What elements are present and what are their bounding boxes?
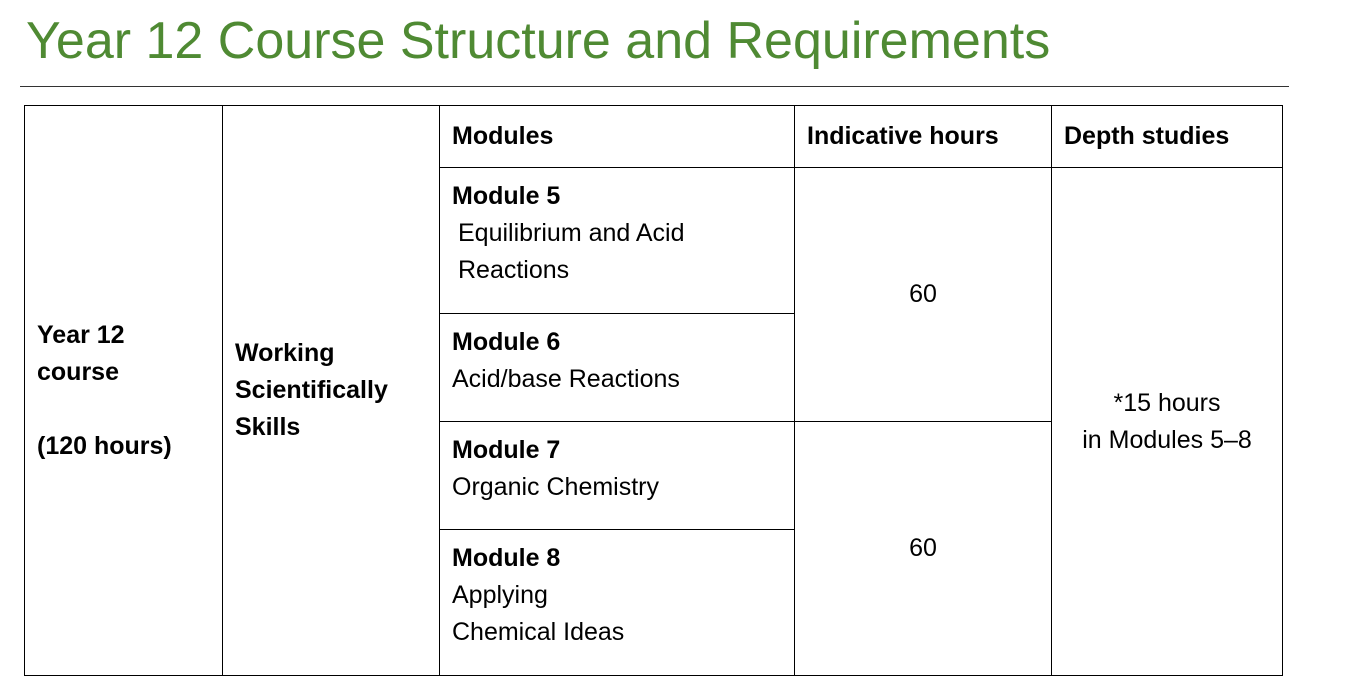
module-5-line2: Reactions [458, 256, 570, 284]
skills-line1: Working [235, 339, 335, 367]
module-5-line1: Equilibrium and Acid [458, 219, 685, 247]
module-8-line2: Chemical Ideas [452, 618, 625, 646]
year-course-spacer [37, 391, 210, 428]
module-7-name: Module 7 [452, 436, 561, 464]
depth-line2: in Modules 5–8 [1082, 425, 1252, 454]
course-structure-table [24, 105, 1283, 676]
module-6-cell [440, 314, 795, 422]
page-title: Year 12 Course Structure and Requirements [26, 12, 1051, 70]
module-6-line1: Acid/base Reactions [452, 365, 680, 393]
table-header-row [25, 106, 1283, 168]
skills-line3: Skills [235, 413, 301, 441]
module-5-cell [440, 168, 795, 314]
skills-line2: Scientifically [235, 376, 388, 404]
module-6-name: Module 6 [452, 328, 561, 356]
header-depth-studies: Depth studies [1052, 106, 1283, 168]
hours-modules-5-6: 60 [795, 168, 1052, 422]
year-course-line2: course [37, 357, 119, 386]
year-course-hours: (120 hours) [37, 431, 172, 460]
header-modules: Modules [440, 106, 795, 168]
depth-line1: *15 hours [1113, 388, 1221, 417]
year-course-cell [25, 106, 223, 676]
module-8-name: Module 8 [452, 544, 561, 572]
header-indicative-hours: Indicative hours [795, 106, 1052, 168]
module-7-line1: Organic Chemistry [452, 473, 659, 501]
module-5-name: Module 5 [452, 182, 561, 210]
year-course-line1: Year 12 [37, 320, 125, 349]
title-divider [20, 86, 1289, 87]
working-scientifically-cell [223, 106, 440, 676]
module-8-line1: Applying [452, 581, 548, 609]
hours-modules-7-8: 60 [795, 422, 1052, 676]
module-8-cell [440, 530, 795, 676]
module-7-cell [440, 422, 795, 530]
depth-studies-cell [1052, 168, 1283, 676]
